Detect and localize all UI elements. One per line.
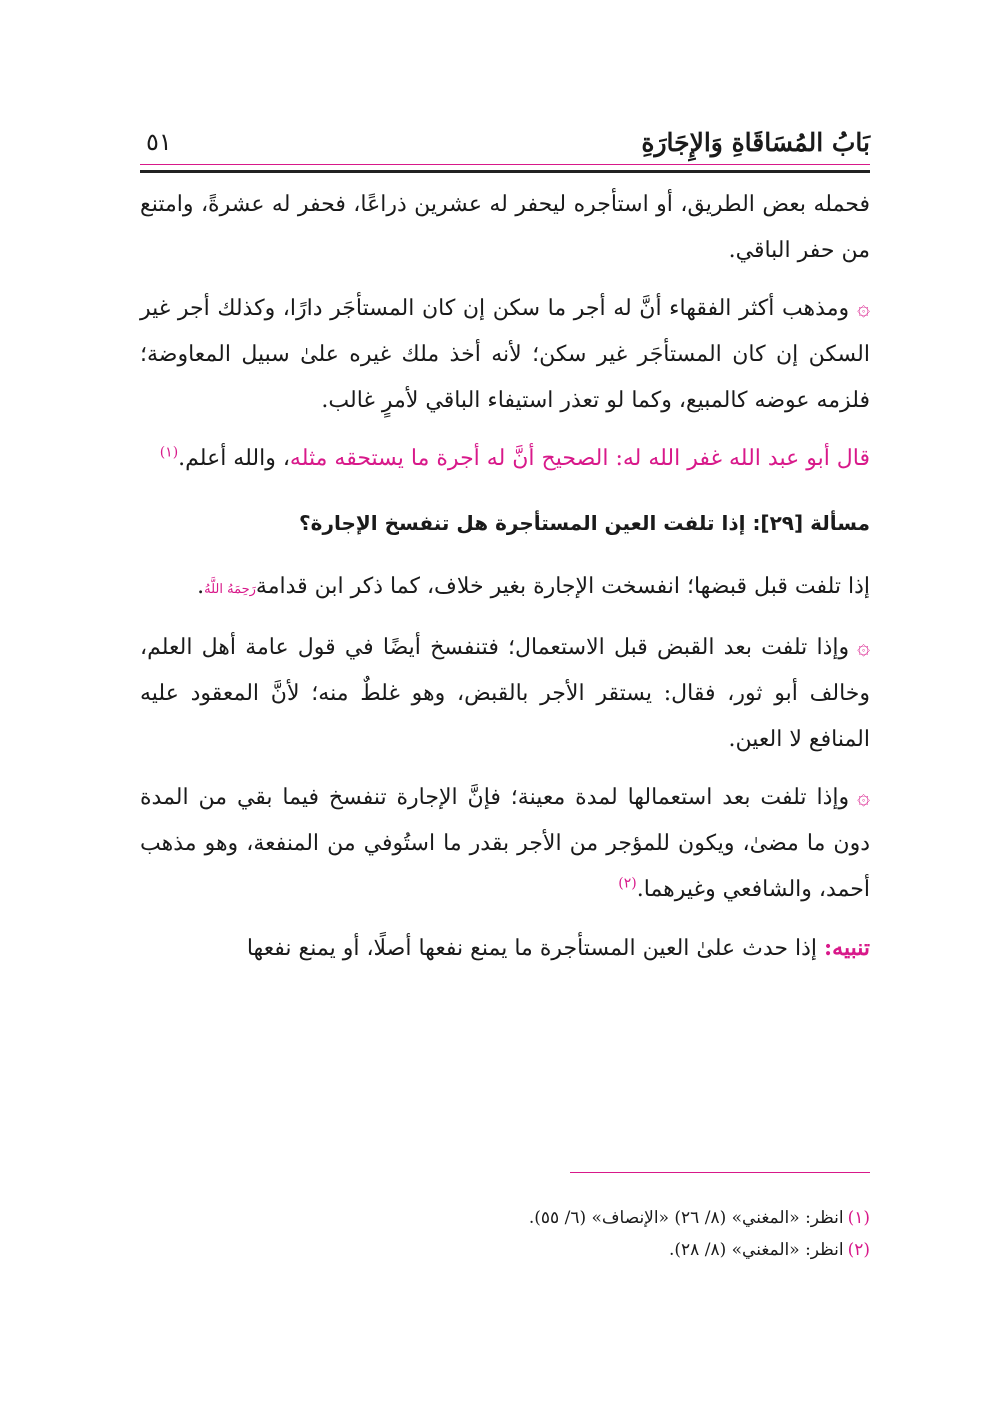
footnote-text: انظر: «المغني» (٨/ ٢٨). — [669, 1240, 844, 1260]
footnote-ref-2[interactable]: (٢) — [618, 875, 637, 892]
page-number: ٥١ — [146, 128, 172, 156]
period: . — [197, 574, 205, 599]
footnote-separator — [570, 1172, 870, 1173]
header-rule-pink — [140, 164, 870, 165]
paragraph-text: إذا تلفت قبل قبضها؛ انفسخت الإجارة بغير خلاف، كما ذكر ابن قدامة — [255, 574, 870, 599]
paragraph-5 — [140, 625, 870, 763]
flower-ornament-icon: ۞ — [857, 785, 870, 810]
flower-ornament-icon: ۞ — [857, 296, 870, 321]
issue-question: إذا تلفت العين المستأجرة هل تنفسخ الإجارة؟ — [299, 511, 746, 535]
paragraph-4 — [140, 564, 870, 613]
paragraph-2 — [140, 286, 870, 424]
paragraph-6 — [140, 775, 870, 913]
footnote-ref-1[interactable]: (١) — [159, 444, 179, 461]
flower-ornament-icon: ۞ — [857, 635, 870, 660]
issue-label: مسألة [٢٩]: — [752, 511, 870, 535]
issue-heading — [140, 500, 870, 546]
closing-text: ، والله أعلم. — [178, 446, 290, 471]
footnotes — [140, 1202, 870, 1266]
paragraph-text: وإذا تلفت بعد القبض قبل الاستعمال؛ فتنفسخ أيضًا في قول عامة أهل العلم، وخالف أبو ثور، فقال: يستقر الأجر بالقبض، وهو غلطٌ منه؛ لأنَّ المعقود عليه المنافع لا العين. — [140, 635, 870, 752]
main-text — [140, 182, 870, 984]
footnote-number: (١) — [847, 1208, 870, 1228]
paragraph-1 — [140, 182, 870, 274]
paragraph-text: ومذهب أكثر الفقهاء أنَّ له أجر ما سكن إن كان المستأجَر دارًا، وكذلك أجر غير السكن إن كان المستأجَر غير سكن؛ لأنه أخذ ملك غيره علىٰ سبيل المعاوضة؛ فلزمه عوضه كالمبيع، وكما لو تعذر استيفاء الباقي لأمرٍ غالب. — [140, 296, 870, 413]
paragraph-7 — [140, 925, 870, 972]
footnote-2 — [140, 1234, 870, 1266]
paragraph-text: إذا حدث علىٰ العين المستأجرة ما يمنع نفعها أصلًا، أو يمنع نفعها — [246, 936, 818, 961]
author-opinion — [140, 436, 870, 482]
footnote-1 — [140, 1202, 870, 1234]
paragraph-text: وإذا تلفت بعد استعمالها لمدة معينة؛ فإنَّ الإجارة تنفسخ فيما بقي من المدة دون ما مضىٰ، ويكون للمؤجر من الأجر بقدر ما استُوفي من المنفعة، وهو مذهب أحمد، والشافعي وغيرهما. — [140, 785, 870, 902]
footnote-text: انظر: «المغني» (٨/ ٢٦) «الإنصاف» (٦/ ٥٥). — [528, 1208, 844, 1228]
author-opinion-text: قال أبو عبد الله غفر الله له: الصحيح أنَّ له أجرة ما يستحقه مثله — [289, 446, 870, 471]
chapter-title: بَابُ المُسَاقَاةِ وَالإِجَارَةِ — [641, 128, 870, 157]
footnote-number: (٢) — [847, 1240, 870, 1260]
honorific-mark: رَحِمَهُ اللَّهُ — [204, 582, 256, 597]
header-rule-black — [140, 170, 870, 173]
note-label: تنبيه: — [824, 935, 870, 961]
paragraph-text: فحمله بعض الطريق، أو استأجره ليحفر له عشرين ذراعًا، فحفر له عشرةً، وامتنع من حفر الباقي. — [140, 192, 870, 263]
running-header — [140, 118, 870, 168]
